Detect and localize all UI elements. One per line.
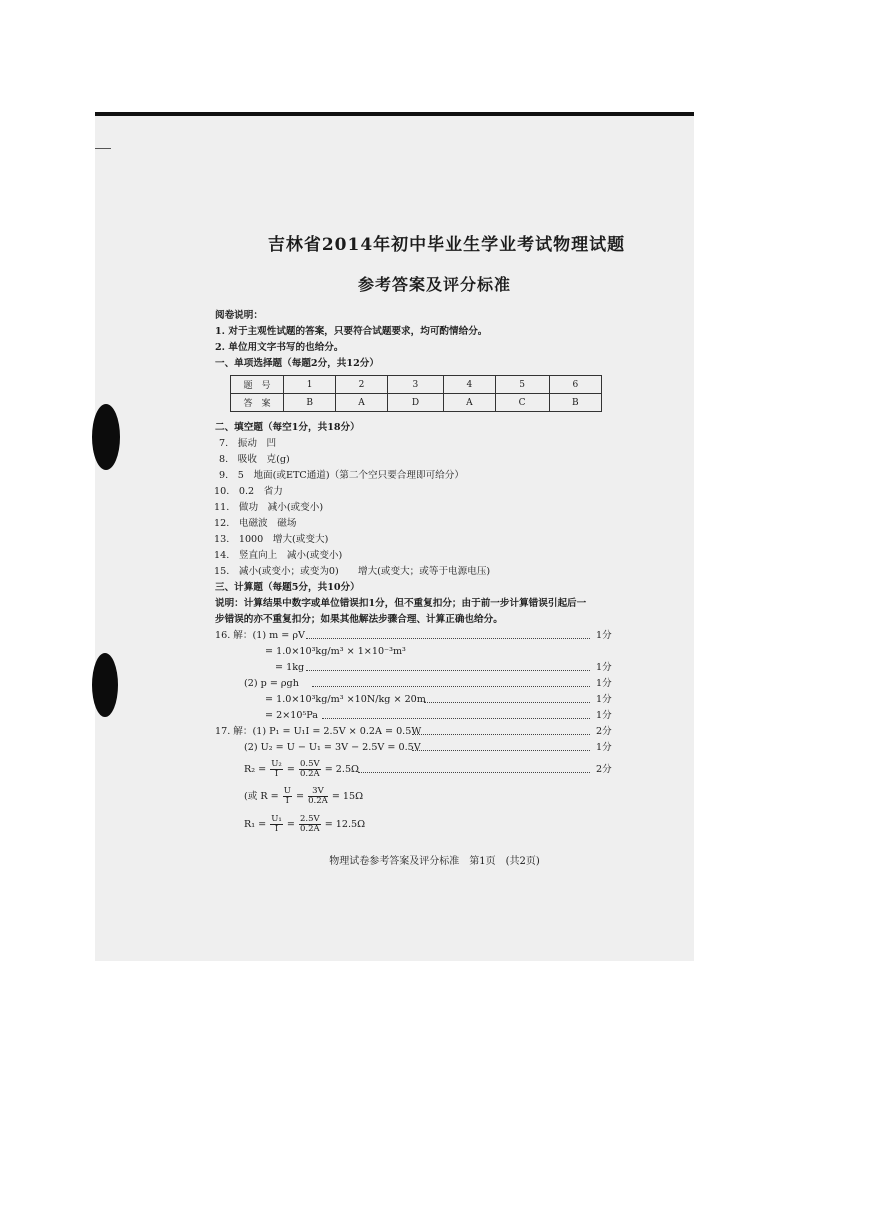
fill-answer: 15. 减小(或变小；或变为0) 增大(或变大；或等于电源电压): [214, 566, 491, 577]
table-cell: 1: [284, 376, 336, 394]
section1-heading: 一、单项选择题（每题2分，共12分）: [215, 358, 379, 369]
score: 1分: [596, 678, 612, 689]
fill-answer: 11. 做功 减小(或变小): [214, 502, 324, 513]
table-cell: A: [336, 394, 387, 412]
q16-step: = 1kg: [275, 662, 305, 673]
leader-dots: [358, 772, 590, 773]
note-item: 1. 对于主观性试题的答案，只要符合试题要求，均可酌情给分。: [215, 326, 488, 337]
fill-answer: 14. 竖直向上 减小(或变小): [214, 550, 343, 561]
score: 1分: [596, 694, 612, 705]
table-cell: B: [549, 394, 601, 412]
answer-table: [230, 375, 602, 412]
numerator: 3V: [308, 787, 328, 797]
note-item: 2. 单位用文字书写的也给分。: [215, 342, 344, 353]
denominator: 0.2A: [308, 796, 328, 806]
table-cell: D: [387, 394, 443, 412]
q16-step: = 1.0×10³kg/m³ ×10N/kg × 20m: [265, 694, 426, 705]
fill-answer: 7. 振动 凹: [219, 438, 277, 449]
formula-lhs: R₂ =: [244, 764, 267, 775]
fraction: [299, 815, 321, 834]
row-label: 答 案: [231, 394, 284, 412]
fraction: [270, 815, 283, 834]
score: 1分: [596, 662, 612, 673]
fill-answer: 12. 电磁波 磁场: [214, 518, 297, 529]
score: 1分: [596, 630, 612, 641]
row-label: 题 号: [231, 376, 284, 394]
numerator: 0.5V: [299, 759, 320, 769]
section3-note: 步错误的亦不重复扣分；如果其他解法步骤合理、计算正确也给分。: [215, 614, 503, 625]
table-cell: 3: [387, 376, 443, 394]
page-subtitle: 参考答案及评分标准: [357, 275, 511, 294]
score: 2分: [596, 764, 612, 775]
leader-dots: [412, 734, 590, 735]
table-cell: 2: [336, 376, 387, 394]
table-cell: 5: [495, 376, 549, 394]
score: 1分: [596, 742, 612, 753]
score: 2分: [596, 726, 612, 737]
leader-dots: [322, 718, 590, 719]
leader-dots: [412, 750, 590, 751]
equals: =: [296, 791, 305, 802]
fill-answer: 8. 吸收 克(g): [219, 454, 290, 465]
denominator: I: [274, 769, 279, 779]
fraction: [283, 787, 292, 806]
scan-edge-mark: [95, 148, 111, 149]
q17-formula: [244, 759, 359, 781]
section2-heading: 二、填空题（每空1分，共18分）: [215, 422, 360, 433]
table-cell: B: [284, 394, 336, 412]
denominator: 0.2A: [299, 824, 320, 834]
leader-dots: [312, 686, 590, 687]
numerator: U: [283, 786, 291, 796]
q17-step: 17. 解：(1) P₁ = U₁I = 2.5V × 0.2A = 0.5W: [215, 726, 422, 737]
fraction: [270, 760, 283, 779]
formula-result: = 2.5Ω: [324, 764, 360, 775]
table-cell: 6: [549, 376, 601, 394]
formula-result: = 12.5Ω: [324, 819, 366, 830]
leader-dots: [306, 670, 590, 671]
formula-lhs: (或 R =: [244, 791, 279, 802]
equals: =: [286, 819, 295, 830]
fraction: [308, 787, 328, 806]
section3-heading: 三、计算题（每题5分，共10分）: [215, 582, 360, 593]
score: 1分: [596, 710, 612, 721]
denominator: I: [274, 824, 279, 834]
numerator: 2.5V: [299, 814, 320, 824]
binder-hole-bottom: [92, 653, 118, 717]
q16-step: (2) p = ρgh: [244, 678, 299, 689]
fill-answer: 9. 5 地面(或ETC通道)（第二个空只要合理即可给分）: [219, 470, 464, 481]
page-footer: 物理试卷参考答案及评分标准 第1页 (共2页): [329, 856, 540, 867]
q17-formula: [244, 786, 363, 808]
fill-answer: 10. 0.2 省力: [214, 486, 283, 497]
q16-step: = 1.0×10³kg/m³ × 1×10⁻³m³: [265, 646, 406, 657]
q17-formula: [244, 814, 365, 836]
equals: =: [286, 764, 295, 775]
denominator: 0.2A: [299, 769, 320, 779]
table-cell: C: [495, 394, 549, 412]
table-cell: A: [444, 394, 495, 412]
q17-step: (2) U₂ = U − U₁ = 3V − 2.5V = 0.5V: [244, 742, 421, 753]
notes-heading: 阅卷说明：: [215, 310, 263, 321]
q16-step: 16. 解：(1) m = ρV: [215, 630, 305, 641]
numerator: U₁: [271, 814, 282, 824]
table-cell: 4: [444, 376, 495, 394]
formula-result: = 15Ω: [331, 791, 364, 802]
fill-answer: 13. 1000 增大(或变大): [214, 534, 329, 545]
denominator: I: [285, 796, 290, 806]
binder-hole-top: [92, 404, 120, 470]
fraction: [299, 760, 321, 779]
q16-step: = 2×10⁵Pa: [265, 710, 319, 721]
section3-note: 说明：计算结果中数字或单位错误扣1分，但不重复扣分；由于前一步计算错误引起后一: [215, 598, 587, 609]
table-row: [231, 394, 602, 412]
leader-dots: [306, 638, 590, 639]
leader-dots: [424, 702, 590, 703]
table-row: [231, 376, 602, 394]
numerator: U₂: [271, 759, 282, 769]
formula-lhs: R₁ =: [244, 819, 267, 830]
page-title: 吉林省2014年初中毕业生学业考试物理试题: [267, 235, 626, 255]
